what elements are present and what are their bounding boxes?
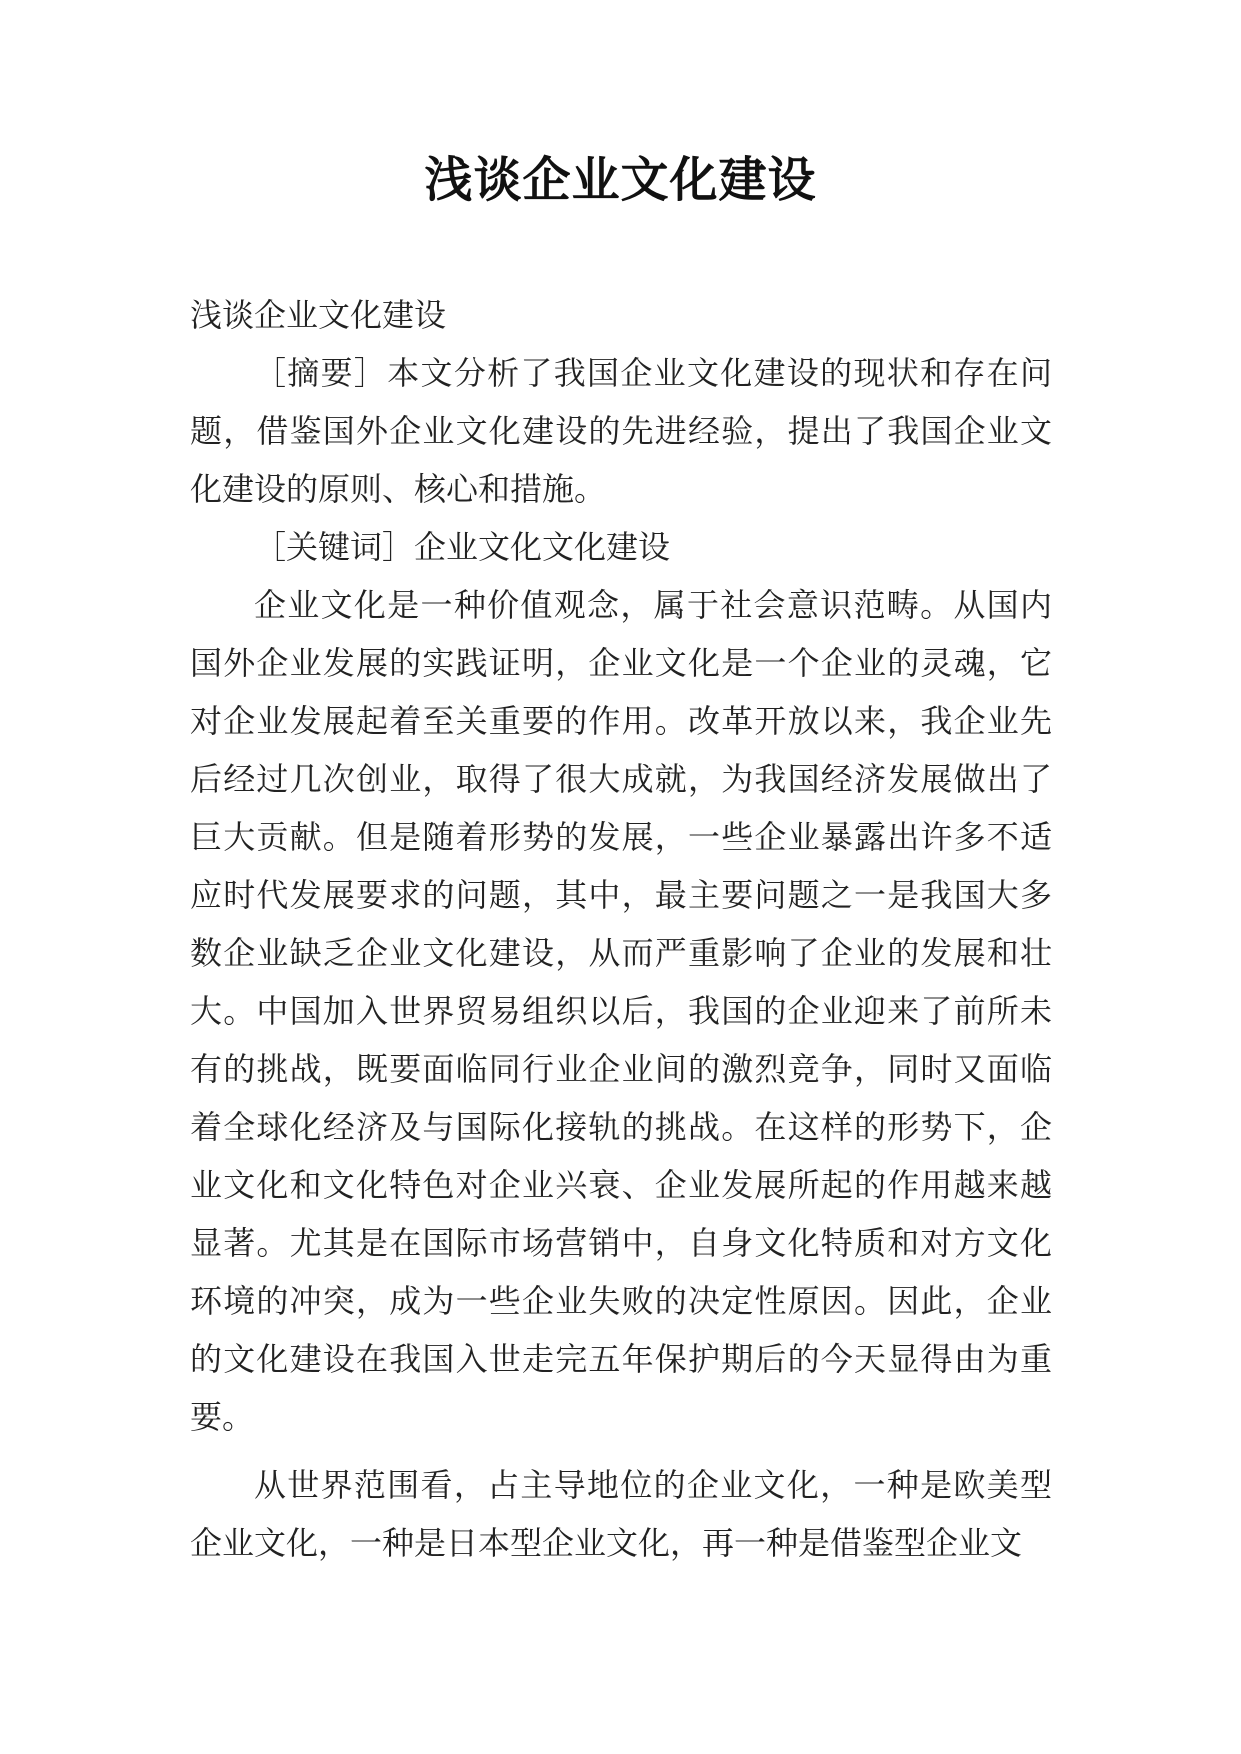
document-subtitle: 浅谈企业文化建设	[190, 296, 447, 334]
document-title: 浅谈企业文化建设	[424, 152, 817, 208]
body-paragraph-2: 从世界范围看，占主导地位的企业文化，一种是欧美型企业文化，一种是日本型企业文化，再一种是借鉴型企业文	[190, 1466, 1052, 1562]
body-paragraph-1: 企业文化是一种价值观念，属于社会意识范畴。从国内国外企业发展的实践证明，企业文化是一个企业的灵魂，它对企业发展起着至关重要的作用。改革开放以来，我企业先后经过几次创业，取得了很大成就，为我国经济发展做出了巨大贡献。但是随着形势的发展，一些企业暴露出许多不适应时代发展要求的问题，其中，最主要问题之一是我国大多数企业缺乏企业文化建设，从而严重影响了企业的发展和壮大。中国加入世界贸易组织以后，我国的企业迎来了前所未有的挑战，既要面临同行业企业间的激烈竞争，同时又面临着全球化经济及与国际化接轨的挑战。在这样的形势下，企业文化和文化特色对企业兴衰、企业发展所起的作用越来越显著。尤其是在国际市场营销中，自身文化特质和对方文化环境的冲突，成为一些企业失败的决定性原因。因此，企业的文化建设在我国入世走完五年保护期后的今天显得由为重要。	[190, 586, 1052, 1436]
keywords-paragraph: ［关键词］企业文化文化建设	[254, 528, 671, 566]
abstract-paragraph: ［摘要］本文分析了我国企业文化建设的现状和存在问题，借鉴国外企业文化建设的先进经验，提出了我国企业文化建设的原则、核心和措施。	[190, 354, 1052, 508]
document-body	[190, 286, 1052, 1572]
